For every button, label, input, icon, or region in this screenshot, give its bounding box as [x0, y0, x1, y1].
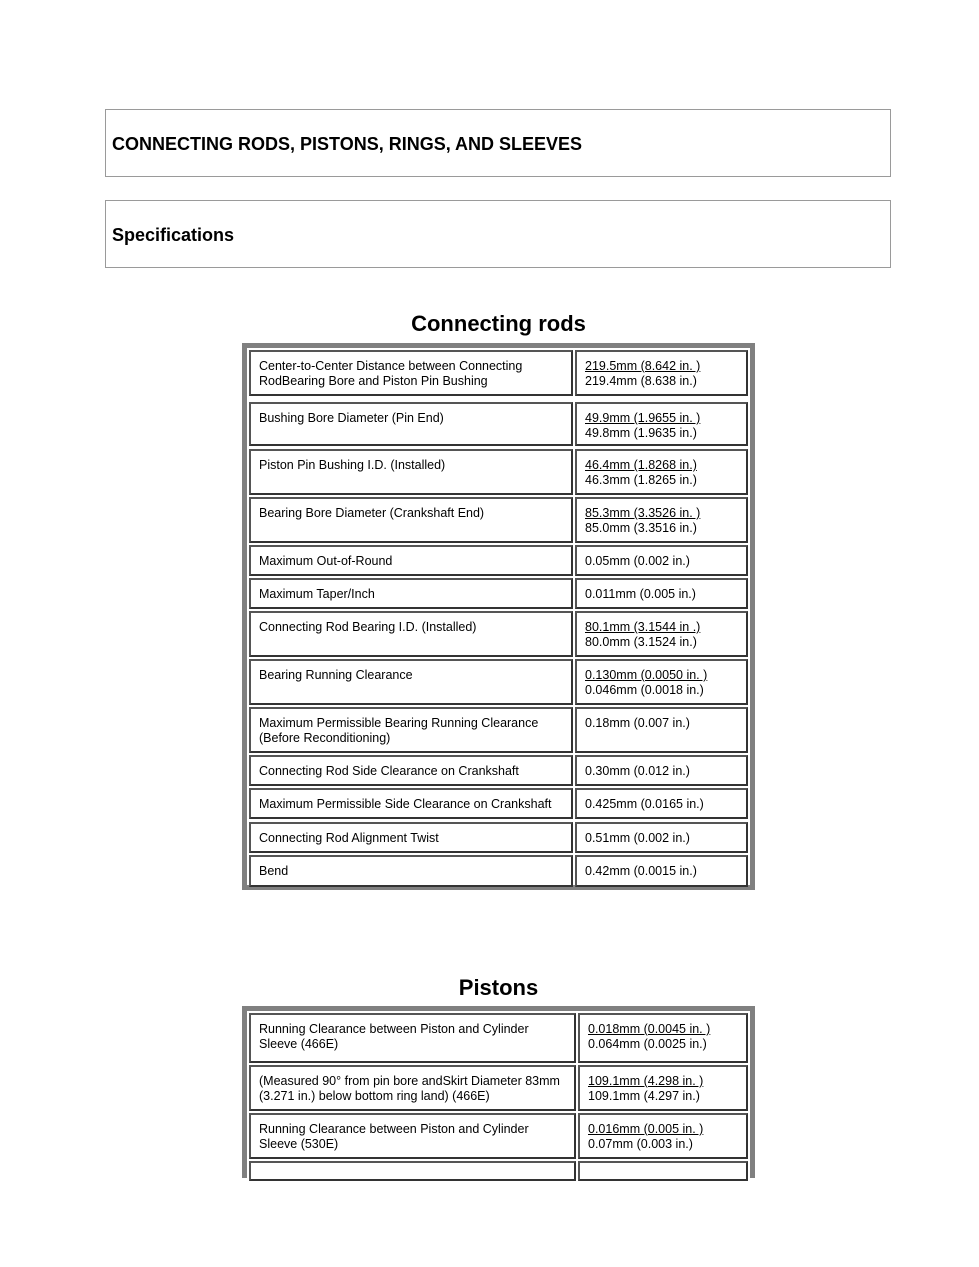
spec-label-cell: [249, 449, 573, 495]
spec-label-cell: [249, 578, 573, 609]
spec-label-cell: [249, 1161, 576, 1181]
spec-value-min: 0.05mm (0.002 in.): [585, 554, 690, 568]
spec-value-min: 0.30mm (0.012 in.): [585, 764, 690, 778]
spec-value-max: 85.3mm (3.3526 in. ): [585, 506, 701, 520]
table-row: [249, 707, 748, 753]
spec-value-min: 219.4mm (8.638 in.): [585, 373, 697, 388]
spec-value-max: 49.9mm (1.9655 in. ): [585, 411, 701, 425]
spec-label: Connecting Rod Side Clearance on Crankshaft: [259, 764, 519, 778]
spec-label-cell: [249, 545, 573, 576]
spec-value-max: 0.130mm (0.0050 in. ): [585, 668, 708, 682]
spec-value-max: 0.018mm (0.0045 in. ): [588, 1022, 711, 1036]
spec-value-cell: [575, 497, 748, 543]
spec-value-cell: [575, 611, 748, 657]
spec-value-max: 80.1mm (3.1544 in .): [585, 620, 701, 634]
spec-value-min: 0.18mm (0.007 in.): [585, 716, 690, 730]
spec-label-cell: [249, 350, 573, 396]
pistons-table: [242, 1006, 755, 1178]
spec-value-min: 0.51mm (0.002 in.): [585, 831, 690, 845]
spec-label: Bushing Bore Diameter (Pin End): [259, 411, 444, 425]
pistons-title: Pistons: [458, 975, 539, 1000]
spec-label-cell: [249, 707, 573, 753]
spec-label: Piston Pin Bushing I.D. (Installed): [259, 458, 446, 472]
spec-label-cell: [249, 1013, 576, 1063]
subsection-header-box: [105, 200, 891, 268]
table-row: [249, 497, 748, 543]
spec-value-min: 0.064mm (0.0025 in.): [588, 1036, 707, 1051]
spec-label: Maximum Permissible Side Clearance on Crankshaft: [259, 797, 552, 811]
spec-value-min: 0.425mm (0.0165 in.): [585, 797, 704, 811]
spec-value-min: 0.42mm (0.0015 in.): [585, 864, 697, 878]
spec-label-cell: [249, 659, 573, 705]
spec-label: (Measured 90° from pin bore andSkirt Diameter 83mm (3.271 in.) below bottom ring land) (466E): [259, 1074, 560, 1103]
page-title: CONNECTING RODS, PISTONS, RINGS, AND SLEEVES: [112, 134, 583, 154]
spec-label: Running Clearance between Piston and Cylinder Sleeve (530E): [259, 1122, 529, 1151]
spec-label-cell: [249, 1113, 576, 1159]
spec-label: Bearing Bore Diameter (Crankshaft End): [259, 506, 485, 520]
spec-value-cell: [575, 755, 748, 786]
spec-label-cell: [249, 788, 573, 819]
subsection-title: Specifications: [112, 225, 235, 245]
spec-label: Center-to-Center Distance between Connecting RodBearing Bore and Piston Pin Bushing: [259, 359, 523, 388]
table-row: [249, 1065, 748, 1111]
spec-value-min: 46.3mm (1.8265 in.): [585, 472, 697, 487]
spec-value-max: 46.4mm (1.8268 in.): [585, 458, 697, 472]
spec-label: Connecting Rod Bearing I.D. (Installed): [259, 620, 477, 634]
connecting-rods-title: Connecting rods: [411, 311, 586, 336]
spec-value-cell: [578, 1161, 748, 1181]
spec-label-cell: [249, 755, 573, 786]
table-row: [249, 822, 748, 853]
spec-value-cell: [575, 822, 748, 853]
spec-value-cell: [575, 855, 748, 887]
table-row: [249, 659, 748, 705]
spec-value-min: 49.8mm (1.9635 in.): [585, 425, 697, 440]
table-row: [249, 350, 748, 396]
spec-value-max: 219.5mm (8.642 in. ): [585, 359, 701, 373]
spec-label: Maximum Taper/Inch: [259, 587, 375, 601]
spec-value-min: 80.0mm (3.1524 in.): [585, 634, 697, 649]
spec-value-max: 0.016mm (0.005 in. ): [588, 1122, 704, 1136]
table-row: [249, 1013, 748, 1063]
spec-value-cell: [578, 1113, 748, 1159]
connecting-rods-table: [242, 343, 755, 890]
spec-value-cell: [578, 1065, 748, 1111]
table-row: [249, 755, 748, 786]
spec-value-cell: [575, 788, 748, 819]
table-row: [249, 578, 748, 609]
spec-value-min: 0.011mm (0.005 in.): [585, 587, 696, 601]
spec-value-min: 109.1mm (4.297 in.): [588, 1088, 700, 1103]
spec-value-cell: [575, 545, 748, 576]
table-row: [249, 402, 748, 446]
table-row: [249, 788, 748, 819]
spec-value-cell: [575, 449, 748, 495]
spec-value-cell: [575, 350, 748, 396]
spec-label-cell: [249, 611, 573, 657]
spec-value-cell: [575, 707, 748, 753]
spec-value-min: 0.07mm (0.003 in.): [588, 1136, 693, 1151]
spec-label-cell: [249, 822, 573, 853]
spec-label-cell: [249, 855, 573, 887]
spec-label: Maximum Out-of-Round: [259, 554, 393, 568]
spec-value-cell: [575, 578, 748, 609]
table-row: [249, 1161, 748, 1181]
spec-value-cell: [578, 1013, 748, 1063]
spec-value-min: 0.046mm (0.0018 in.): [585, 682, 704, 697]
spec-label-cell: [249, 497, 573, 543]
section-header-box: [105, 109, 891, 177]
table-row: [249, 545, 748, 576]
spec-label: Connecting Rod Alignment Twist: [259, 831, 439, 845]
spec-label: Bend: [259, 864, 289, 878]
spec-label: Maximum Permissible Bearing Running Clearance (Before Reconditioning): [259, 716, 539, 745]
table-row: [249, 855, 748, 887]
spec-value-min: 85.0mm (3.3516 in.): [585, 520, 697, 535]
table-row: [249, 1113, 748, 1159]
spec-label: Running Clearance between Piston and Cylinder Sleeve (466E): [259, 1022, 529, 1051]
spec-label: Bearing Running Clearance: [259, 668, 413, 682]
spec-label-cell: [249, 402, 573, 446]
spec-value-max: 109.1mm (4.298 in. ): [588, 1074, 704, 1088]
spec-value-cell: [575, 402, 748, 446]
spec-value-cell: [575, 659, 748, 705]
spec-label-cell: [249, 1065, 576, 1111]
table-row: [249, 449, 748, 495]
table-row: [249, 611, 748, 657]
